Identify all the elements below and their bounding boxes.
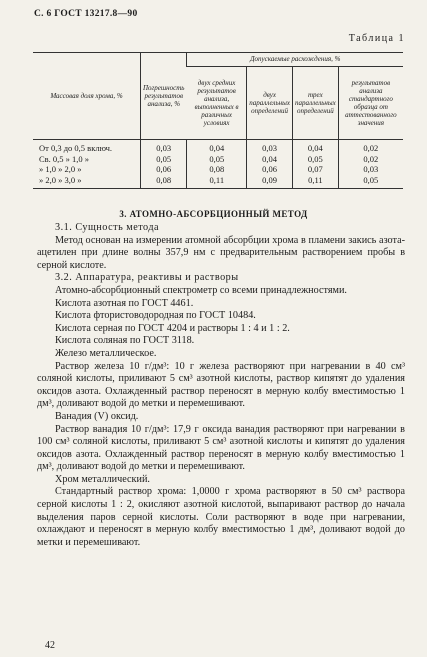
table-cell-std: 0,02 xyxy=(338,154,403,165)
table-cell-two-par: 0,03 xyxy=(247,140,293,154)
col-header-mass: Массовая доля хрома, % xyxy=(33,53,140,140)
table-caption: Таблица 1 xyxy=(348,33,405,44)
col-header-std: результатов анализа стандартного образца от аттестованного значения xyxy=(338,67,403,140)
table-cell-std: 0,05 xyxy=(338,175,403,189)
paragraph: Хром металлический. xyxy=(55,473,150,485)
table-cell-three-par: 0,04 xyxy=(292,140,338,154)
running-header: С. 6 ГОСТ 13217.8—90 xyxy=(34,9,138,19)
page-number: 42 xyxy=(45,640,55,651)
table-cell-range: » 2,0 » 3,0 » xyxy=(33,175,140,189)
paragraph: Кислота серная по ГОСТ 4204 и растворы 1 : 4 и 1 : 2. xyxy=(55,322,290,334)
table-cell-three-par: 0,11 xyxy=(292,175,338,189)
paragraph: Стандартный раствор хрома: 1,0000 г хрома растворяют в 50 см³ раствора серной кислоты 1 : 2, окисляют азотной кислотой, выпаривают раствор до начала выделения паров серной кислоты. Соли растворяют в воде при нагревании, охлаждают и переносят в мерную колбу вместимостью 1 дм³, доливают водой до метки и перемешивают. xyxy=(37,486,405,548)
table-cell-three-par: 0,05 xyxy=(292,154,338,165)
table-cell-two-par: 0,06 xyxy=(247,164,293,175)
table-cell-two-avg: 0,05 xyxy=(187,154,247,165)
table-cell-range: Св. 0,5 » 1,0 » xyxy=(39,153,90,164)
col-header-two-avg: двух средних результатов анализа, выполненных в различных условиях xyxy=(187,67,247,140)
subsection-heading: 3.2. Аппаратура, реактивы и растворы xyxy=(55,272,239,284)
paragraph: Кислота соляная по ГОСТ 3118. xyxy=(55,335,195,347)
table-cell-range: » 1,0 » 2,0 » xyxy=(39,164,82,174)
table-cell-std: 0,02 xyxy=(338,140,403,154)
table-cell-two-par: 0,09 xyxy=(247,175,293,189)
table-row xyxy=(33,164,403,175)
section-title: 3. АТОМНО-АБСОРБЦИОННЫЙ МЕТОД xyxy=(119,209,308,219)
paragraph: Раствор ванадия 10 г/дм³: 17,9 г оксида ванадия растворяют при нагревании в 100 см³ соляной кислоты, приливают 5 см³ азотной кислоты и кипятят до удаления оксидов азота. Охлажденный раствор переносят в мерную колбу вместимостью 1 дм³, доливают водой до метки и перемешивают. xyxy=(37,423,405,473)
paragraph: Кислота фтористоводородная по ГОСТ 10484. xyxy=(55,310,256,322)
table-row xyxy=(33,175,403,189)
subsection-heading: 3.1. Сущность метода xyxy=(55,222,160,233)
body-text xyxy=(37,222,405,549)
paragraph: Раствор железа 10 г/дм³: 10 г железа растворяют при нагревании в 40 см³ соляной кислоты, приливают 5 см³ азотной кислоты, раствор кипятят до удаления оксидов азота. Охлажденный раствор переносят в мерную колбу вместимостью 1 дм³, доливают водой до метки и перемешивают. xyxy=(37,360,405,410)
table-cell-two-par: 0,04 xyxy=(247,154,293,165)
col-header-allowed: Допускаемые расхождения, % xyxy=(187,53,403,67)
table-cell-three-par: 0,07 xyxy=(292,164,338,175)
table-cell-error: 0,05 xyxy=(140,154,187,165)
tolerance-table xyxy=(33,52,403,189)
col-header-error: Погрешность результатов анализа, % xyxy=(140,53,187,140)
paragraph: Кислота азотная по ГОСТ 4461. xyxy=(55,297,194,309)
table-cell-error: 0,08 xyxy=(140,175,187,189)
table-cell-range: От 0,3 до 0,5 включ. xyxy=(39,143,112,153)
table-cell-error: 0,03 xyxy=(140,140,187,154)
paragraph: Железо металлическое. xyxy=(55,347,157,359)
table-row xyxy=(33,140,403,154)
paragraph: Атомно-абсорбционный спектрометр со всеми принадлежностями. xyxy=(55,284,347,296)
col-header-two-par: двух параллельных определений xyxy=(247,67,293,140)
table-cell-error: 0,06 xyxy=(140,164,187,175)
table-row xyxy=(33,154,403,165)
table-cell-two-avg: 0,04 xyxy=(187,140,247,154)
col-header-three-par: трех параллельных определений xyxy=(292,67,338,140)
table-cell-two-avg: 0,11 xyxy=(187,175,247,189)
paragraph: Ванадия (V) оксид. xyxy=(55,410,139,422)
paragraph: Метод основан на измерении атомной абсорбции хрома в пламени закись азота-ацетилен при длине волны 357,9 нм с предварительным растворением пробы в серной кислоте. xyxy=(37,234,405,271)
table-cell-two-avg: 0,08 xyxy=(187,164,247,175)
table-cell-std: 0,03 xyxy=(338,164,403,175)
